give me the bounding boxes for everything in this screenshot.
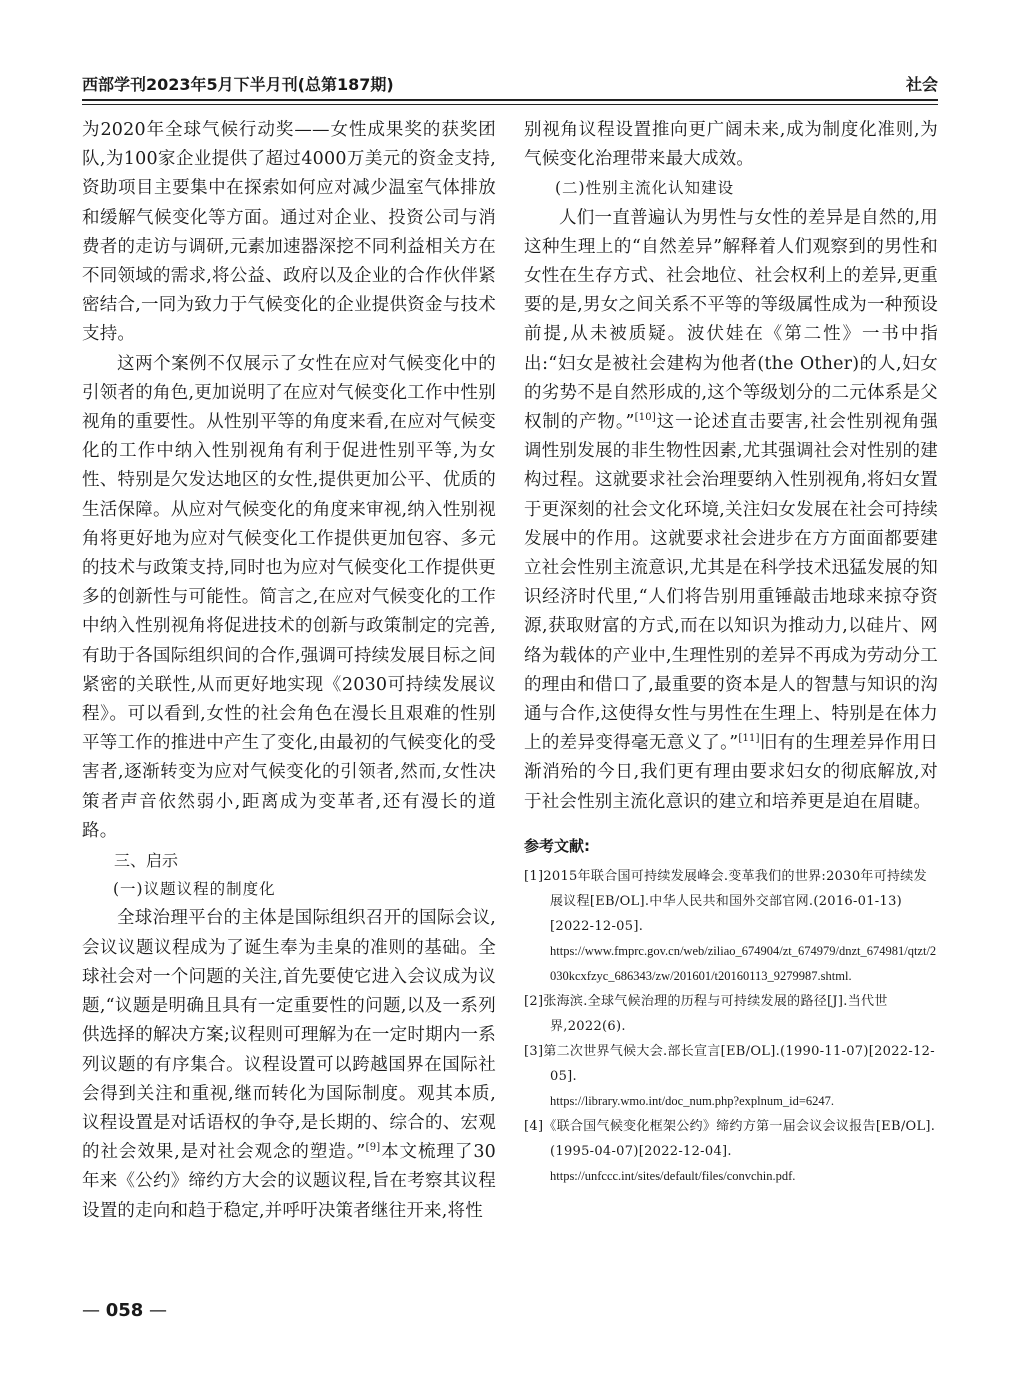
journal-issue-title: 西部学刊2023年5月下半月刊(总第187期) (82, 75, 394, 94)
reference-url[interactable]: https://www.fmprc.gov.cn/web/ziliao_674904/zt_674979/dnzt_674981/qtzt/2030kcxfzyc_686343/zw/201601/t20160113_9279987.shtml. (550, 943, 937, 983)
reference-list (524, 864, 938, 1189)
paragraph (524, 204, 938, 817)
paragraph-text: 这一论述直击要害,社会性别视角强调性别发展的非生物性因素,尤其强调社会对性别的建构过程。这就要求社会治理要纳入性别视角,将妇女置于更深刻的社会文化环境,关注妇女发展在社会可持续发展中的作用。这就要求社会进步在方方面面都要建立社会性别主流意识,尤其是在科学技术迅猛发展的知识经济时代里,“人们将告别用重锤敲击地球来掠夺资源,获取财富的方式,而在以知识为推动力,以硅片、网络为载体的产业中,生理性别的差异不再成为劳动分工的理由和借口了,最重要的资本是人的智慧与知识的沟通与合作,这使得女性与男性在生理上、特别是在体力上的差异变得毫无意义了。” (524, 412, 938, 754)
footer-dash-right: — (143, 1300, 168, 1321)
section-label: 社会 (905, 75, 938, 94)
paragraph-text: 旧有的生理差异作用日渐消殆的今日,我们更有理由要求妇女的彻底解放,对于社会性别主流化意识的建立和培养更是迫在眉睫。 (524, 733, 939, 812)
reference-text: [4]《联合国气候变化框架公约》缔约方第一届会议会议报告[EB/OL].(1995-04-07)[2022-12-04]. (524, 1118, 936, 1159)
paragraph-text: 全球治理平台的主体是国际组织召开的国际会议,会议议题议程成为了诞生奉为圭臬的准则的基础。全球社会对一个问题的关注,首先要使它进入会议成为议题,“议题是明确且具有一定重要性的问题,以及一系列供选择的解决方案;议程则可理解为在一定时期内一系列议题的有序集合。议程设置可以跨越国界在国际社会得到关注和重视,继而转化为国际制度。观其本质,议程设置是对话语权的争夺,是长期的、综合的、宏观的社会效果,是对社会观念的塑造。” (82, 908, 496, 1163)
footer-dash-left: — (82, 1300, 106, 1321)
references-title: 参考文献: (524, 836, 590, 855)
subsection-heading: (一)议题议程的制度化 (113, 880, 276, 899)
reference-item (524, 989, 938, 1039)
citation-marker: [11] (738, 733, 760, 745)
reference-item (524, 1039, 938, 1114)
citation-marker: [9] (365, 1142, 381, 1154)
header-rule-thick (82, 99, 938, 101)
subsection-heading: (二)性别主流化认知建设 (555, 179, 735, 198)
paragraph: 这两个案例不仅展示了女性在应对气候变化中的引领者的角色,更加说明了在应对气候变化工作中性别视角的重要性。从性别平等的角度来看,在应对气候变化的工作中纳入性别视角有利于促进性别平等,为女性、特别是欠发达地区的女性,提供更加公平、优质的生活保障。从应对气候变化的角度来审视,纳入性别视角将更好地为应对气候变化工作提供更加包容、多元的技术与政策支持,同时也为应对气候变化工作提供更多的创新性与可能性。简言之,在应对气候变化的工作中纳入性别视角将促进技术的创新与政策制定的完善,有助于各国际组织间的合作,强调可持续发展目标之间紧密的关联性,从而更好地实现《2030可持续发展议程》。可以看到,女性的社会角色在漫长且艰难的性别平等工作的推进中产生了变化,由最初的气候变化的受害者,逐渐转变为应对气候变化的引领者,然而,女性决策者声音依然弱小,距离成为变革者,还有漫长的道路。 (82, 353, 496, 841)
page-footer (82, 1300, 167, 1321)
paragraph: 为2020年全球气候行动奖——女性成果奖的获奖团队,为100家企业提供了超过4000万美元的资金支持,资助项目主要集中在探索如何应对减少温室气体排放和缓解气候变化等方面。通过对企业、投资公司与消费者的走访与调研,元素加速器深挖不同利益相关方在不同领域的需求,将公益、政府以及企业的合作伙伴紧密结合,一同为致力于气候变化的企业提供资金与技术支持。 (82, 120, 496, 345)
reference-text: [2]张海滨.全球气候治理的历程与可持续发展的路径[J].当代世界,2022(6). (524, 993, 888, 1034)
reference-item (524, 1114, 938, 1189)
reference-text: [3]第二次世界气候大会.部长宣言[EB/OL].(1990-11-07)[2022-12-05]. (524, 1043, 935, 1084)
header-rule-thin (82, 104, 938, 105)
running-header (82, 72, 938, 98)
reference-url[interactable]: https://library.wmo.int/doc_num.php?explnum_id=6247. (550, 1093, 834, 1108)
reference-item (524, 864, 938, 989)
section-heading: 三、启示 (114, 851, 179, 871)
paragraph-text: 人们一直普遍认为男性与女性的差异是自然的,用这种生理上的“自然差异”解释着人们观察到的男性和女性在生存方式、社会地位、社会权利上的差异,更重要的是,男女之间关系不平等的等级属性成为一种预设前提,从未被质疑。波伏娃在《第二性》一书中指出:“妇女是被社会建构为他者(the Other)的人,妇女的劣势不是自然形成的,这个等级划分的二元体系是父权制的产物。” (524, 207, 938, 433)
reference-text: [1]2015年联合国可持续发展峰会.变革我们的世界:2030年可持续发展议程[EB/OL].中华人民共和国外交部官网.(2016-01-13)[2022-12-05]. (524, 868, 927, 934)
citation-marker: [10] (634, 412, 656, 424)
right-column (524, 116, 938, 1189)
paragraph-text: 本文梳理了30年来《公约》缔约方大会的议题议程,旨在考察其议程设置的走向和趋于稳定,并呼吁决策者继往开来,将性 (82, 1142, 496, 1221)
paragraph (82, 904, 496, 1225)
left-column (82, 116, 496, 1226)
page-number: 058 (105, 1300, 144, 1321)
reference-url[interactable]: https://unfccc.int/sites/default/files/convchin.pdf. (550, 1168, 796, 1183)
paragraph: 别视角议程设置推向更广阔未来,成为制度化准则,为气候变化治理带来最大成效。 (524, 120, 938, 170)
